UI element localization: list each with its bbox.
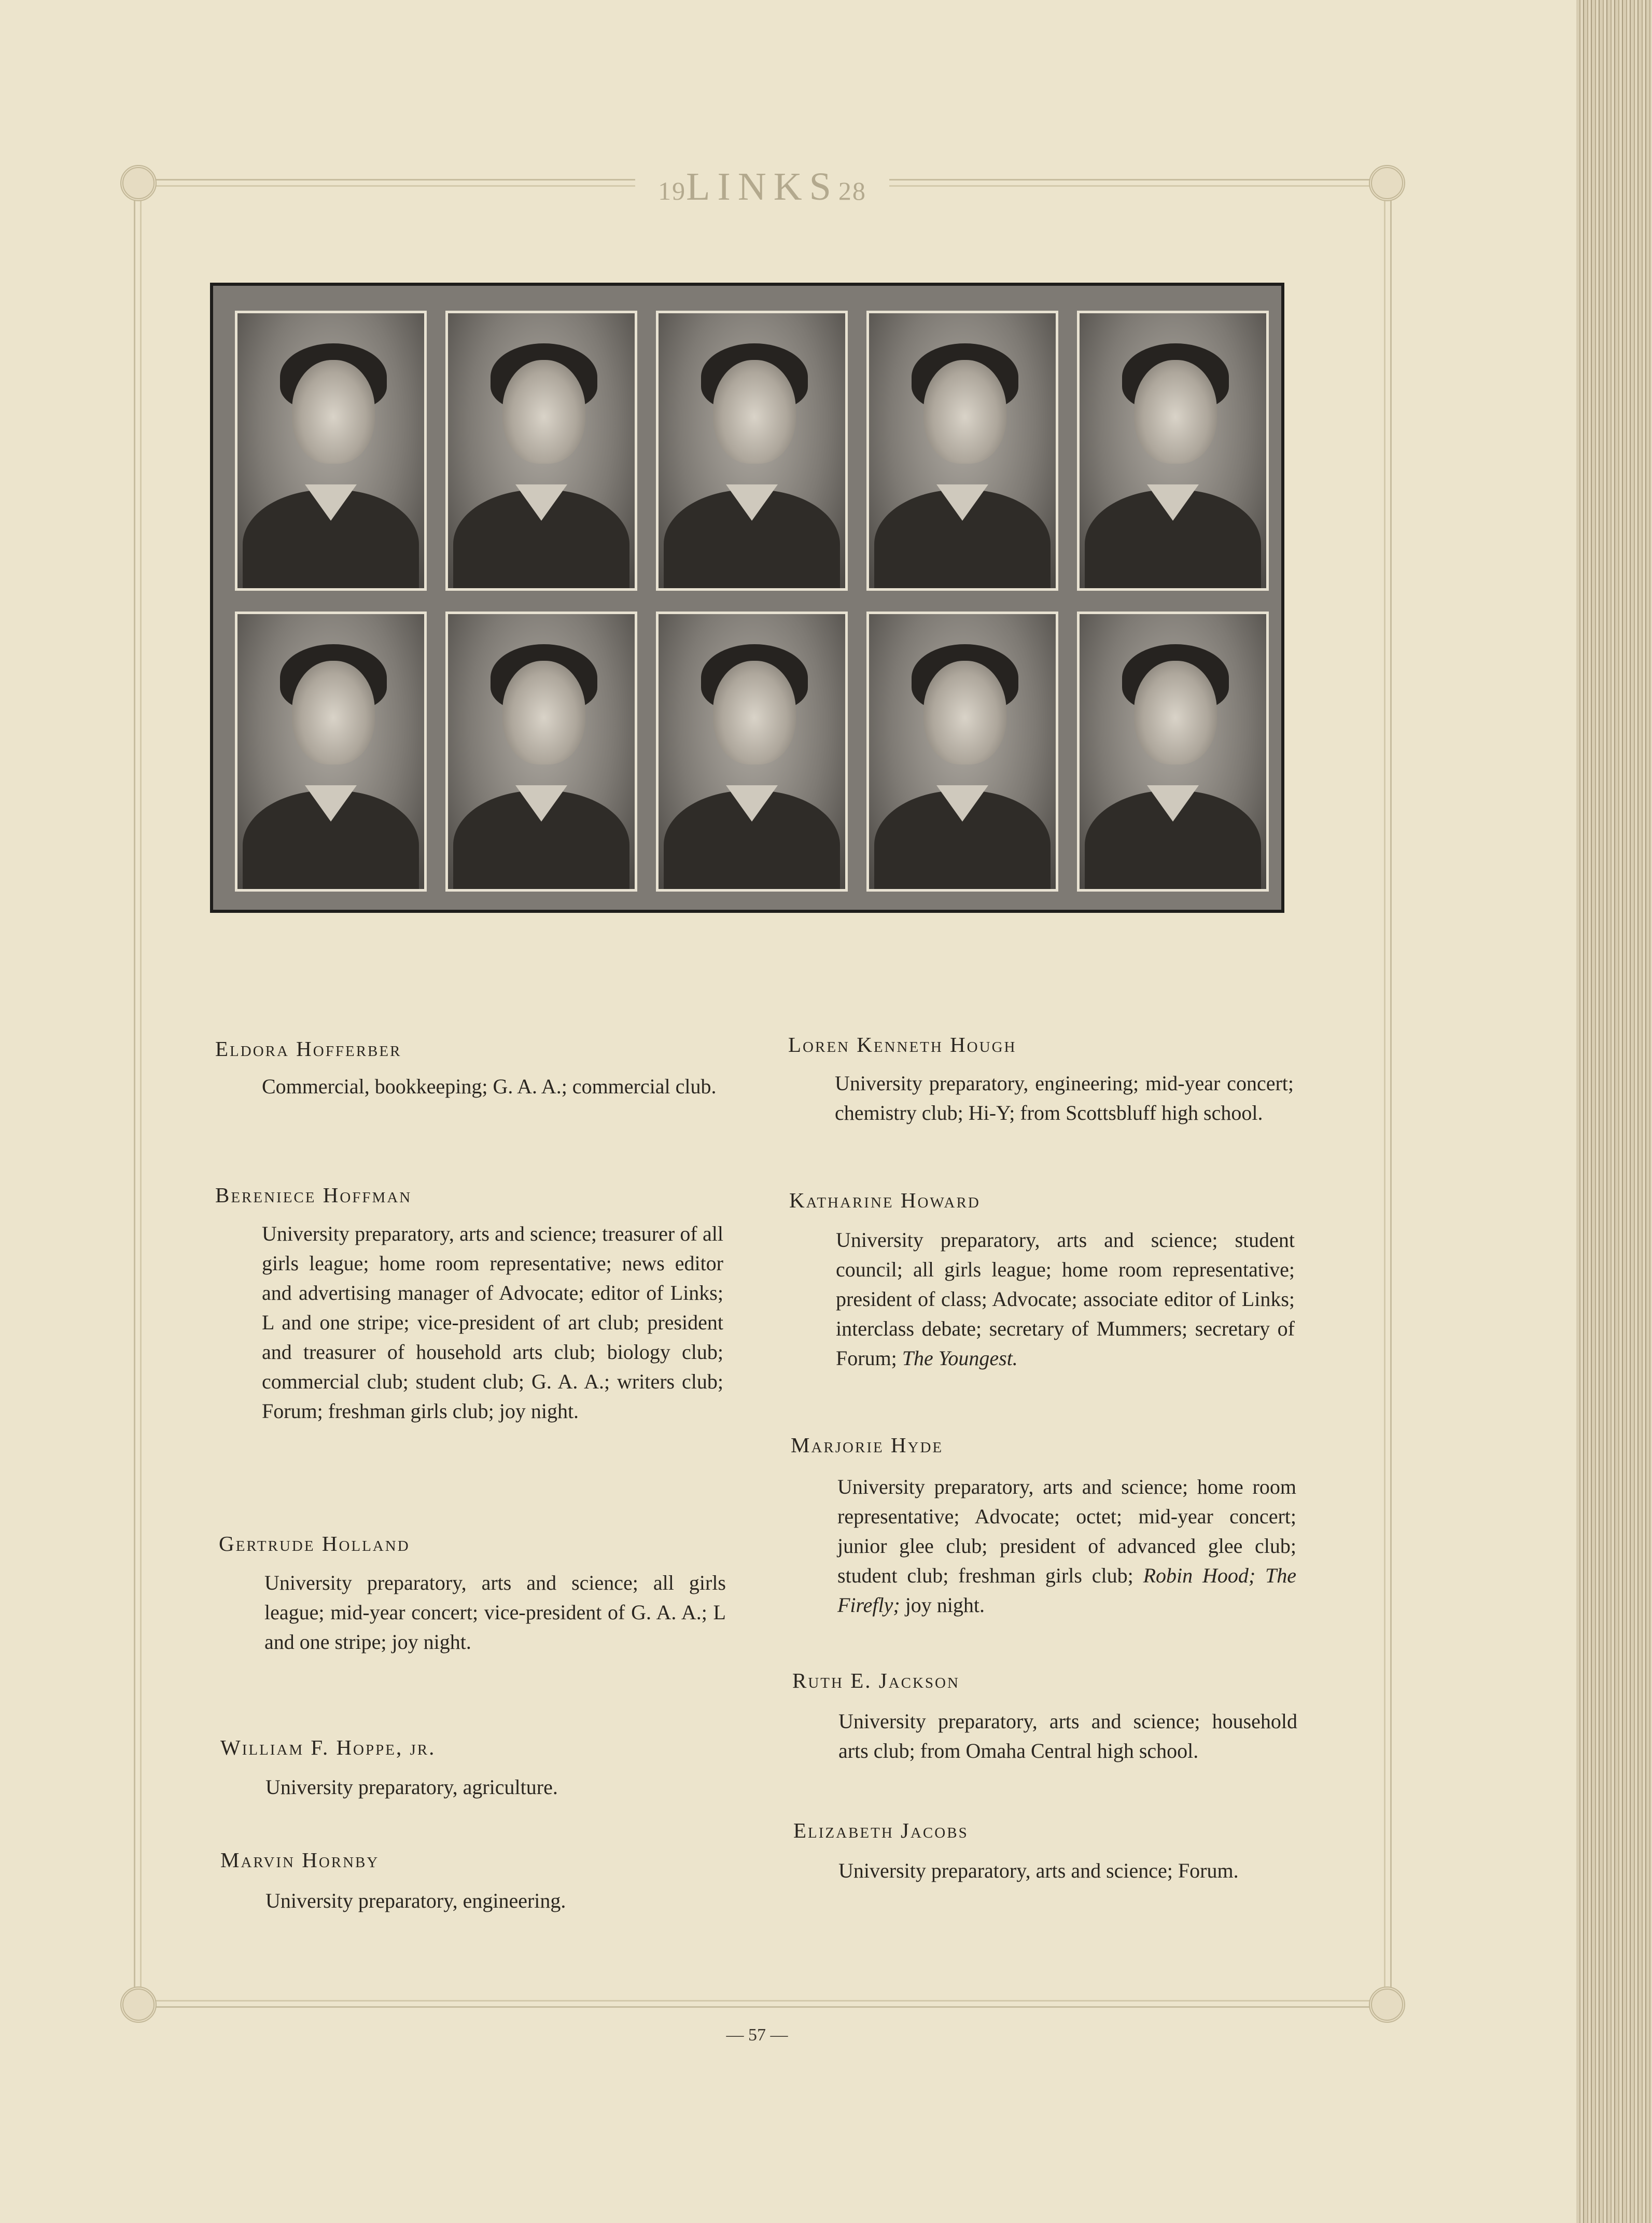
portrait-photo <box>656 612 848 892</box>
student-name: William F. Hoppe, jr. <box>220 1735 436 1759</box>
student-description: Commercial, bookkeeping; G. A. A.; commercial club. <box>262 1075 717 1098</box>
year-suffix: 28 <box>838 176 866 205</box>
student-description: University preparatory, engineering. <box>265 1889 566 1912</box>
student-name: Elizabeth Jacobs <box>793 1818 969 1842</box>
portrait-photo <box>235 311 427 591</box>
corner-ornament <box>120 1986 157 2023</box>
activities-text-end: joy night. <box>905 1593 985 1617</box>
student-description: University preparatory, arts and science; treasurer of all girls league; home room representative; news editor and advertising manager of Advocate; editor of Links; L and one stripe; vice-president of art club; president and treasurer of household arts club; biology club; commercial club; student club; G. A. A.; writers club; Forum; freshman girls club; joy night. <box>262 1222 723 1423</box>
play-title: Robin Hood; The Firefly; <box>837 1564 1296 1617</box>
play-title: The Youngest. <box>902 1346 1018 1370</box>
portrait-photo <box>235 612 427 892</box>
student-name: Bereniece Hoffman <box>215 1183 412 1207</box>
student-name: Marjorie Hyde <box>791 1433 944 1457</box>
portrait-photo <box>656 311 848 591</box>
student-name: Katharine Howard <box>789 1188 981 1212</box>
activities-text: University preparatory, arts and science; home room representative; Advocate; octet; mid-year concert; junior glee club; president of advanced glee club; student club; freshman girls club; <box>837 1475 1296 1587</box>
student-description: University preparatory, engineering; mid-year concert; chemistry club; Hi-Y; from Scottsbluff high school. <box>835 1072 1294 1124</box>
title-word: LINKS <box>686 165 838 209</box>
corner-ornament <box>1369 165 1405 201</box>
student-name: Eldora Hofferber <box>215 1037 402 1061</box>
activities-text: University preparatory, arts and science; student council; all girls league; home room representative; president of class; Advocate; associate editor of Links; interclass debate; secretary of Mummers; secretary of Forum; <box>836 1228 1295 1370</box>
yearbook-title <box>635 165 889 209</box>
portrait-photo <box>866 612 1058 892</box>
student-description: University preparatory, arts and science; household arts club; from Omaha Central high school. <box>838 1710 1297 1762</box>
student-description <box>837 1472 1296 1620</box>
student-name: Loren Kenneth Hough <box>788 1033 1017 1057</box>
student-name: Marvin Hornby <box>220 1848 380 1872</box>
student-name: Gertrude Holland <box>219 1532 410 1555</box>
corner-ornament <box>1369 1986 1405 2023</box>
portrait-photo <box>866 311 1058 591</box>
portrait-photo <box>1077 311 1269 591</box>
student-description: University preparatory, arts and science; Forum. <box>838 1859 1239 1882</box>
page-number: — 57 — <box>726 2025 788 2045</box>
student-description: University preparatory, arts and science; all girls league; mid-year concert; vice-president of G. A. A.; L and one stripe; joy night. <box>264 1571 726 1654</box>
portrait-photo <box>445 311 637 591</box>
year-prefix: 19 <box>658 176 687 205</box>
corner-ornament <box>120 165 157 201</box>
portrait-photo <box>445 612 637 892</box>
portrait-panel <box>210 283 1284 913</box>
student-description: University preparatory, agriculture. <box>265 1775 558 1799</box>
student-description <box>836 1225 1295 1373</box>
student-name: Ruth E. Jackson <box>792 1669 960 1692</box>
book-page-edges <box>1576 0 1652 2223</box>
portrait-photo <box>1077 612 1269 892</box>
